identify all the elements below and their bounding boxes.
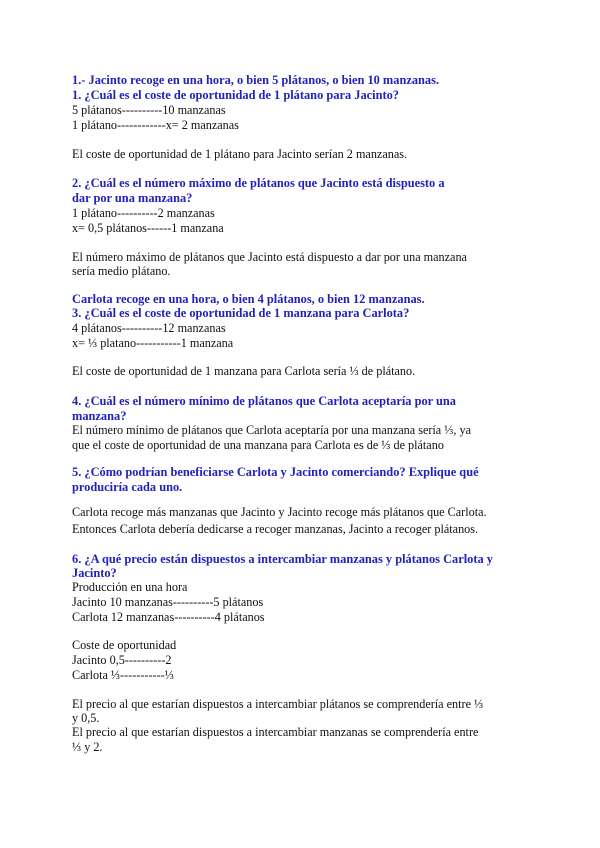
answer-3-conclusion: El coste de oportunidad de 1 manzana para Carlota sería ⅓ de plátano. [72, 364, 416, 378]
production-jacinto: Jacinto 10 manzanas----------5 plátanos [72, 595, 264, 609]
question-4-line-1: 4. ¿Cuál es el número mínimo de plátanos que Carlota aceptaría por una [72, 394, 457, 408]
answer-1-line-2: 1 plátano------------x= 2 manzanas [72, 118, 239, 132]
answer-3-line-2: x= ⅓ platano-----------1 manzana [72, 336, 234, 350]
answer-1-conclusion: El coste de oportunidad de 1 plátano para Jacinto serían 2 manzanas. [72, 147, 408, 161]
answer-1-line-1: 5 plátanos----------10 manzanas [72, 103, 226, 117]
answer-5-line-2: Entonces Carlota debería dedicarse a recoger manzanas, Jacinto a recoger plátanos. [72, 522, 479, 536]
problem-statement-jacinto: 1.- Jacinto recoge en una hora, o bien 5 plátanos, o bien 10 manzanas. [72, 73, 440, 87]
answer-2-conclusion-2: sería medio plátano. [72, 264, 171, 278]
price-manzanas-line-1: El precio al que estarían dispuestos a intercambiar manzanas se comprendería entre [72, 725, 479, 739]
question-3: 3. ¿Cuál es el coste de oportunidad de 1 manzana para Carlota? [72, 306, 410, 320]
question-5-line-1: 5. ¿Cómo podrían beneficiarse Carlota y Jacinto comerciando? Explique qué [72, 465, 479, 479]
question-1: 1. ¿Cuál es el coste de oportunidad de 1 plátano para Jacinto? [72, 88, 399, 102]
answer-3-line-1: 4 plátanos----------12 manzanas [72, 321, 226, 335]
problem-statement-carlota: Carlota recoge en una hora, o bien 4 plátanos, o bien 12 manzanas. [72, 292, 425, 306]
answer-4-line-1: El número mínimo de plátanos que Carlota aceptaría por una manzana sería ⅓, ya [72, 423, 471, 437]
opportunity-cost-heading: Coste de oportunidad [72, 638, 177, 652]
opportunity-cost-carlota: Carlota ⅓-----------⅓ [72, 668, 174, 682]
price-platanos-line-1: El precio al que estarían dispuestos a intercambiar plátanos se comprendería entre ⅓ [72, 697, 484, 711]
question-5-line-2: produciría cada uno. [72, 480, 183, 494]
answer-5-line-1: Carlota recoge más manzanas que Jacinto y Jacinto recoge más plátanos que Carlota. [72, 505, 487, 519]
question-4-line-2: manzana? [72, 409, 127, 423]
question-6-line-2: Jacinto? [72, 566, 117, 580]
production-carlota: Carlota 12 manzanas----------4 plátanos [72, 610, 265, 624]
answer-4-line-2: que el coste de oportunidad de una manzana para Carlota es de ⅓ de plátano [72, 438, 444, 452]
answer-2-conclusion-1: El número máximo de plátanos que Jacinto está dispuesto a dar por una manzana [72, 250, 467, 264]
price-platanos-line-2: y 0,5. [72, 711, 100, 725]
opportunity-cost-jacinto: Jacinto 0,5----------2 [72, 653, 172, 667]
price-manzanas-line-2: ⅓ y 2. [72, 740, 103, 754]
question-2-line-2: dar por una manzana? [72, 191, 193, 205]
question-6-line-1: 6. ¿A qué precio están dispuestos a intercambiar manzanas y plátanos Carlota y [72, 552, 493, 566]
production-heading: Producción en una hora [72, 580, 188, 594]
answer-2-line-1: 1 plátano----------2 manzanas [72, 206, 215, 220]
answer-2-line-2: x= 0,5 plátanos------1 manzana [72, 221, 224, 235]
question-2-line-1: 2. ¿Cuál es el número máximo de plátanos que Jacinto está dispuesto a [72, 176, 445, 190]
